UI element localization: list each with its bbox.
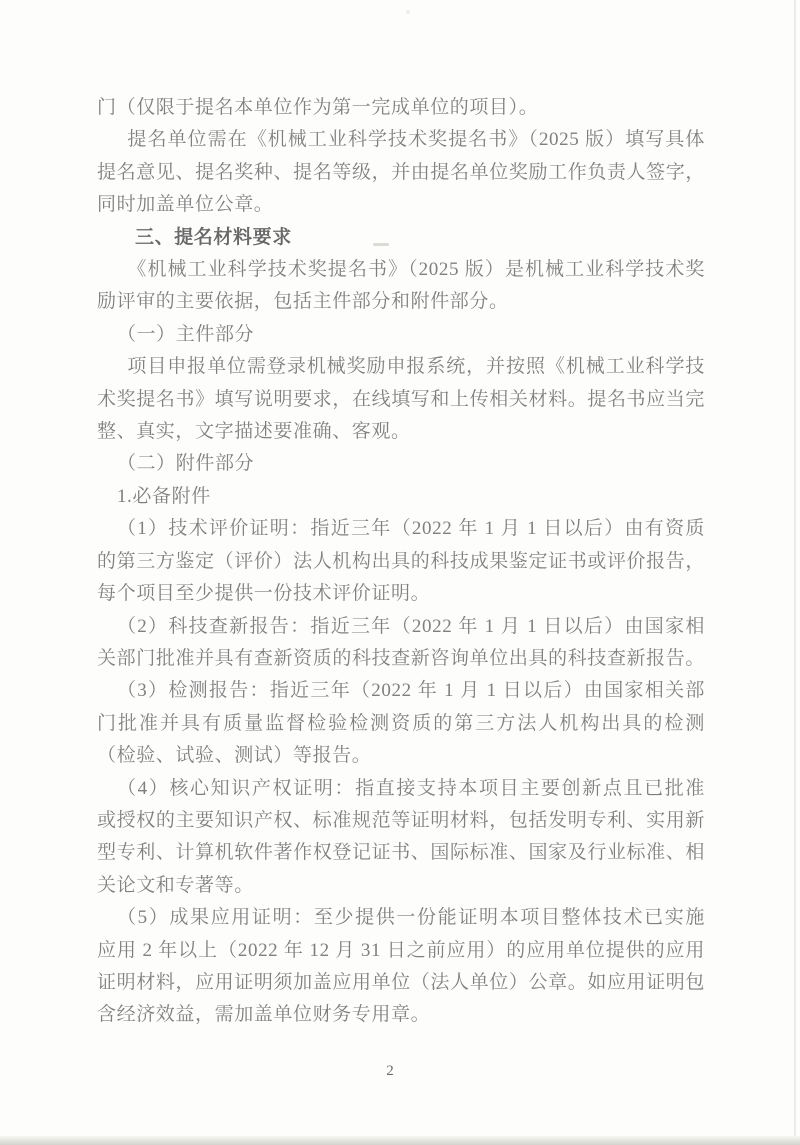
document-line: 提名单位需在《机械工业科学技术奖提名书》（2025 版）填写具体 bbox=[127, 129, 705, 151]
subsection-heading: （二）附件部分 bbox=[116, 453, 255, 475]
scan-bottom-band bbox=[0, 1136, 800, 1145]
document-line: 含经济效益，需加盖单位财务专用章。 bbox=[97, 1004, 431, 1026]
scan-speck bbox=[406, 10, 410, 14]
document-body bbox=[97, 92, 705, 1032]
document-line: （1）技术评价证明：指近三年（2022 年 1 月 1 日以后）由有资质 bbox=[116, 518, 705, 540]
page-number: 2 bbox=[386, 1063, 394, 1079]
document-line: 门批准并具有质量监督检验检测资质的第三方法人机构出具的检测 bbox=[97, 712, 705, 734]
document-line: （3）检测报告：指近三年（2022 年 1 月 1 日以后）由国家相关部 bbox=[116, 680, 705, 702]
document-line: （检验、试验、测试）等报告。 bbox=[97, 745, 372, 767]
document-line: 证明材料，应用证明须加盖应用单位（法人单位）公章。如应用证明包 bbox=[97, 971, 705, 993]
document-line: 或授权的主要知识产权、标准规范等证明材料，包括发明专利、实用新 bbox=[97, 809, 705, 831]
document-line: 同时加盖单位公章。 bbox=[97, 194, 274, 216]
document-line: 整、真实，文字描述要准确、客观。 bbox=[97, 421, 411, 443]
document-line: 门（仅限于提名本单位作为第一完成单位的项目）。 bbox=[97, 97, 539, 118]
document-line: 关部门批准并具有查新资质的科技查新咨询单位出具的科技查新报告。 bbox=[97, 647, 705, 669]
document-line: 《机械工业科学技术奖提名书》（2025 版）是机械工业科学技术奖 bbox=[127, 259, 705, 281]
document-line: 的第三方鉴定（评价）法人机构出具的科技成果鉴定证书或评价报告， bbox=[97, 550, 705, 572]
scan-edge-line bbox=[794, 0, 796, 1136]
document-line: （4）核心知识产权证明：指直接支持本项目主要创新点且已批准 bbox=[116, 777, 705, 799]
document-line: 术奖提名书》填写说明要求，在线填写和上传相关材料。提名书应当完 bbox=[97, 388, 705, 410]
scan-dash-artifact bbox=[373, 243, 389, 246]
document-line: （5）成果应用证明：至少提供一份能证明本项目整体技术已实施 bbox=[116, 907, 705, 929]
document-line: （2）科技查新报告：指近三年（2022 年 1 月 1 日以后）由国家相 bbox=[116, 615, 705, 637]
section-heading: 三、提名材料要求 bbox=[135, 226, 292, 248]
subsection-heading: （一）主件部分 bbox=[116, 323, 255, 345]
document-line: 励评审的主要依据，包括主件部分和附件部分。 bbox=[97, 291, 509, 313]
document-line: 提名意见、提名奖种、提名等级，并由提名单位奖励工作负责人签字， bbox=[97, 161, 705, 183]
list-heading: 1.必备附件 bbox=[116, 485, 211, 507]
document-line: 关论文和专著等。 bbox=[97, 874, 254, 896]
document-line: 每个项目至少提供一份技术评价证明。 bbox=[97, 583, 431, 605]
document-line: 项目申报单位需登录机械奖励申报系统，并按照《机械工业科学技 bbox=[127, 356, 705, 378]
document-line: 应用 2 年以上（2022 年 12 月 31 日之前应用）的应用单位提供的应用 bbox=[97, 939, 705, 961]
document-line: 型专利、计算机软件著作权登记证书、国际标准、国家及行业标准、相 bbox=[97, 842, 705, 864]
